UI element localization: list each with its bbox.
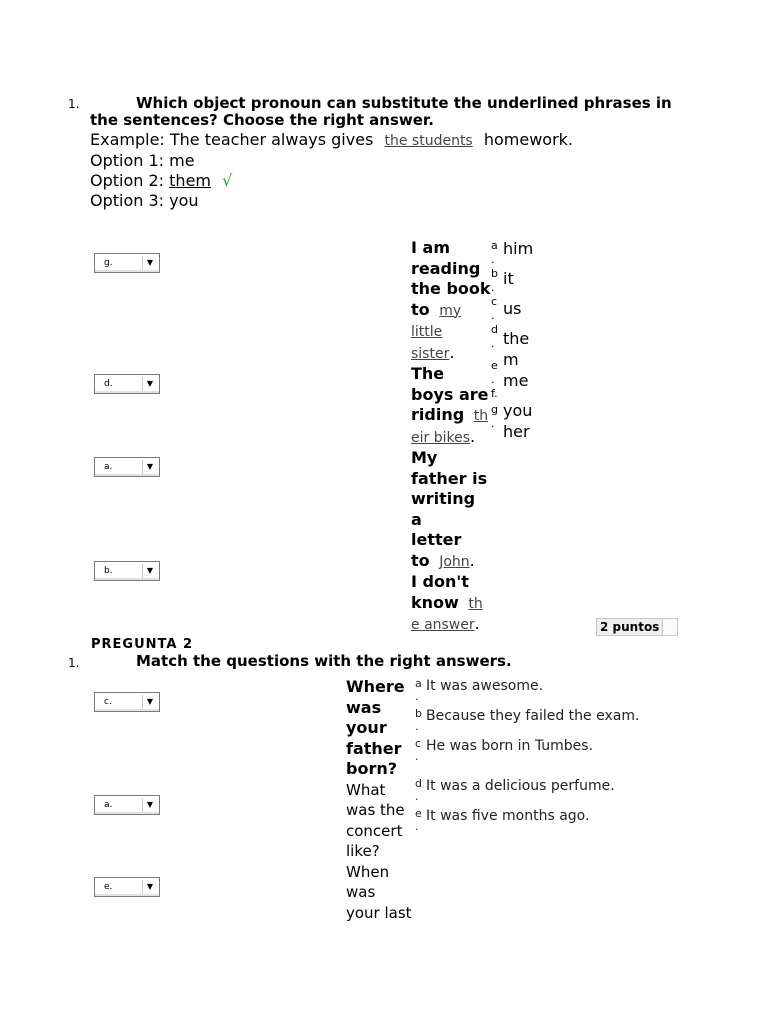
example-underlined: the students xyxy=(384,133,473,149)
answers-column xyxy=(415,679,715,839)
chevron-down-icon: ▼ xyxy=(142,564,157,578)
option-letter: d xyxy=(491,323,498,336)
sentence-4: I don't know th e answer. xyxy=(411,572,483,633)
option-1-prefix: Option 1: xyxy=(90,151,165,170)
option-letter: a xyxy=(491,239,498,252)
option-letters-column xyxy=(491,238,501,430)
option-letter: c xyxy=(491,295,498,308)
chevron-down-icon: ▼ xyxy=(142,880,157,894)
option-letter: . xyxy=(491,417,495,430)
option-3-value: you xyxy=(169,191,199,210)
option-word: it xyxy=(503,269,514,288)
chevron-down-icon: ▼ xyxy=(142,460,157,474)
select-value: a. xyxy=(104,462,113,472)
option-2-prefix: Option 2: xyxy=(90,171,165,190)
answer-option-d: d . It was a delicious perfume. xyxy=(415,777,615,803)
option-word: the xyxy=(503,329,530,348)
questions-column xyxy=(346,677,416,923)
match-question-3: When was your last xyxy=(346,862,412,922)
question-number: 1. xyxy=(68,656,80,670)
answer-select-4[interactable] xyxy=(94,561,160,581)
answer-option-c: c . He was born in Tumbes. xyxy=(415,737,594,763)
sentences-column xyxy=(411,238,491,636)
chevron-down-icon: ▼ xyxy=(142,256,157,270)
answer-option-b: b . Because they failed the exam. xyxy=(415,707,640,733)
match-question-1: Where was your father born? xyxy=(346,677,405,778)
option-3-prefix: Option 3: xyxy=(90,191,165,210)
sentence-2: The boys are riding th eir bikes. xyxy=(411,364,489,446)
example-prefix: Example: The teacher always gives xyxy=(90,130,374,149)
chevron-down-icon: ▼ xyxy=(142,695,157,709)
chevron-down-icon: ▼ xyxy=(142,377,157,391)
option-letter: . xyxy=(491,373,495,386)
option-letter: g xyxy=(491,403,498,416)
chevron-down-icon: ▼ xyxy=(142,798,157,812)
match-select-3[interactable] xyxy=(94,877,160,897)
option-word: him xyxy=(503,239,534,258)
question-number: 1. xyxy=(68,97,80,111)
answer-select-1[interactable] xyxy=(94,253,160,273)
select-value: d. xyxy=(104,379,113,389)
answer-select-2[interactable] xyxy=(94,374,160,394)
answer-option-e: e . It was five months ago. xyxy=(415,807,590,833)
sentence-3: My father is writing a letter to John. xyxy=(411,448,488,570)
question-title-line1: Which object pronoun can substitute the underlined phrases in xyxy=(136,94,672,112)
question-title-line2: the sentences? Choose the right answer. xyxy=(90,111,434,129)
select-value: a. xyxy=(104,800,113,810)
sentence-1: I am reading the book to my little sister. xyxy=(411,238,491,362)
points-cap xyxy=(662,619,677,635)
match-select-2[interactable] xyxy=(94,795,160,815)
select-value: g. xyxy=(104,258,113,268)
option-word: her xyxy=(503,422,530,441)
question-title: Match the questions with the right answers. xyxy=(136,652,512,670)
option-word: m xyxy=(503,350,519,369)
option-letter: b xyxy=(491,267,498,280)
option-letter: e xyxy=(491,359,498,372)
match-select-1[interactable] xyxy=(94,692,160,712)
option-2-value: them xyxy=(169,171,211,190)
points-badge xyxy=(596,618,678,636)
example-suffix: homework. xyxy=(483,130,573,149)
example-line xyxy=(90,130,573,151)
answer-option-a: a . It was awesome. xyxy=(415,677,544,703)
option-letter: . xyxy=(491,281,495,294)
option-2-line xyxy=(90,171,232,191)
option-1-line xyxy=(90,151,195,171)
option-word: you xyxy=(503,401,533,420)
option-letter: f. xyxy=(491,387,498,400)
select-value: b. xyxy=(104,566,113,576)
option-1-value: me xyxy=(169,151,195,170)
match-question-2: What was the concert like? xyxy=(346,780,405,860)
pronoun-options-column xyxy=(503,238,533,442)
option-letter: . xyxy=(491,253,495,266)
option-letter: . xyxy=(491,309,495,322)
points-label: 2 puntos xyxy=(600,620,660,634)
option-word: us xyxy=(503,299,522,318)
option-word: me xyxy=(503,371,529,390)
select-value: e. xyxy=(104,882,113,892)
select-value: c. xyxy=(104,697,112,707)
answer-select-3[interactable] xyxy=(94,457,160,477)
option-letter: . xyxy=(491,337,495,350)
section-title: PREGUNTA 2 xyxy=(91,637,194,652)
option-3-line xyxy=(90,191,199,211)
correct-check-icon: √ xyxy=(222,171,233,190)
